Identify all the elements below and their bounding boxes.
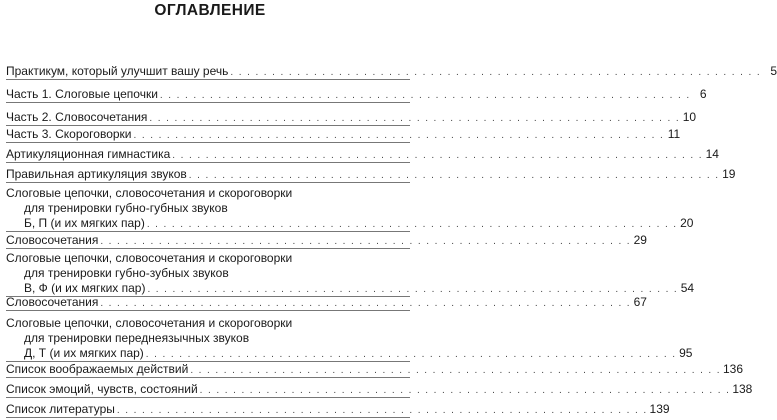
toc-entry[interactable] bbox=[6, 127, 681, 143]
dot-leader: . . . . . . . . . . . . . . . . . . . . . . . . . . . . . . . . . . . . . . . . . . . . . . . . . . . . . . . . . . . . . . . . bbox=[149, 113, 681, 124]
page-title: ОГЛАВЛЕНИЕ bbox=[154, 2, 266, 19]
dot-leader: . . . . . . . . . . . . . . . . . . . . . . . . . . . . . . . . . . . . . . . . . . . . . . . . . . . . . . . . . . . . . . . . bbox=[145, 349, 677, 360]
toc-entry[interactable] bbox=[6, 295, 647, 311]
dot-leader: . . . . . . . . . . . . . . . . . . . . . . . . . . . . . . . . . . . . . . . . . . . . . . . . . . . . . . . . . . . . . . . . bbox=[146, 219, 678, 230]
toc-page-number: 67 bbox=[633, 295, 647, 309]
toc-entry[interactable] bbox=[6, 87, 707, 103]
toc-entry-subtitle: Д, Т (и их мягких пар) bbox=[24, 346, 144, 360]
dot-leader: . . . . . . . . . . . . . . . . . . . . . . . . . . . . . . . . . . . . . . . . . . . . . . . . . . . . . . . . . . . . . . . . bbox=[159, 90, 691, 101]
dot-leader: . . . . . . . . . . . . . . . . . . . . . . . . . . . . . . . . . . . . . . . . . . . . . . . . . . . . . . . . . . . . . . . . bbox=[100, 298, 631, 309]
toc-entry-title: Часть 2. Словосочетания bbox=[6, 110, 148, 124]
toc-page-number: 5 bbox=[770, 64, 777, 78]
toc-entry[interactable] bbox=[6, 316, 693, 362]
dot-leader: . . . . . . . . . . . . . . . . . . . . . . . . . . . . . . . . . . . . . . . . . . . . . . . . . . . . . . . . . . . . . . . . bbox=[147, 284, 679, 295]
toc-entry-title: Список эмоций, чувств, состояний bbox=[6, 382, 198, 396]
toc-entry-title: Слоговые цепочки, словосочетания и скороговорки bbox=[6, 316, 293, 330]
toc-entry-title: Слоговые цепочки, словосочетания и скороговорки bbox=[6, 186, 293, 200]
toc-entry-title: Практикум, который улучшит вашу речь bbox=[6, 64, 229, 78]
dot-leader: . . . . . . . . . . . . . . . . . . . . . . . . . . . . . . . . . . . . . . . . . . . . . . . . . . . . . . . . . . . . . . . . bbox=[230, 67, 762, 78]
dot-leader: . . . . . . . . . . . . . . . . . . . . . . . . . . . . . . . . . . . . . . . . . . . . . . . . . . . . . . . . . . . . . . . . bbox=[100, 236, 631, 247]
toc-entry[interactable] bbox=[6, 362, 743, 378]
toc-entry-subtitle: для тренировки губно-губных звуков bbox=[24, 201, 228, 215]
dot-leader: . . . . . . . . . . . . . . . . . . . . . . . . . . . . . . . . . . . . . . . . . . . . . . . . . . . . . . . . . . . . . . . . bbox=[190, 365, 721, 376]
toc-entry[interactable] bbox=[6, 64, 777, 80]
toc-page-number: 139 bbox=[649, 402, 670, 416]
toc-entry-title: Словосочетания bbox=[6, 295, 99, 309]
toc-page-number: 11 bbox=[667, 127, 681, 141]
toc-entry-subtitle: для тренировки губно-зубных звуков bbox=[24, 266, 229, 280]
toc-entry-title: Правильная артикуляция звуков bbox=[6, 167, 187, 181]
toc-entry-title: Часть 1. Слоговые цепочки bbox=[6, 87, 158, 101]
toc-page-number: 20 bbox=[680, 216, 694, 230]
dot-leader: . . . . . . . . . . . . . . . . . . . . . . . . . . . . . . . . . . . . . . . . . . . . . . . . . . . . . . . . . . . . . . . . bbox=[172, 150, 703, 161]
dot-leader: . . . . . . . . . . . . . . . . . . . . . . . . . . . . . . . . . . . . . . . . . . . . . . . . . . . . . . . . . . . . . . . . bbox=[133, 130, 665, 141]
toc-page-number: 29 bbox=[633, 233, 647, 247]
toc-entry[interactable] bbox=[6, 110, 697, 126]
dot-leader: . . . . . . . . . . . . . . . . . . . . . . . . . . . . . . . . . . . . . . . . . . . . . . . . . . . . . . . . . . . . . . . . bbox=[116, 405, 648, 416]
toc-entry[interactable] bbox=[6, 402, 670, 418]
dot-leader: . . . . . . . . . . . . . . . . . . . . . . . . . . . . . . . . . . . . . . . . . . . . . . . . . . . . . . . . . . . . . . . . bbox=[188, 170, 720, 181]
toc-entry-title: Словосочетания bbox=[6, 233, 99, 247]
toc-entry[interactable] bbox=[6, 147, 719, 163]
toc-entry-title: Часть 3. Скороговорки bbox=[6, 127, 132, 141]
toc-entry[interactable] bbox=[6, 186, 694, 232]
toc-entry-subtitle: В, Ф (и их мягких пар) bbox=[24, 281, 146, 295]
toc-entry-title: Список воображаемых действий bbox=[6, 362, 189, 376]
toc-page-number: 54 bbox=[680, 281, 695, 295]
toc-page-number: 10 bbox=[682, 110, 697, 124]
toc-entry[interactable] bbox=[6, 233, 647, 249]
toc-page-number: 136 bbox=[722, 362, 743, 376]
toc-entry[interactable] bbox=[6, 382, 753, 398]
toc-entry-subtitle: Б, П (и их мягких пар) bbox=[24, 216, 145, 230]
toc-page-number: 95 bbox=[679, 346, 693, 360]
toc-entry-title: Артикуляционная гимнастика bbox=[6, 147, 171, 161]
toc-entry-title: Слоговые цепочки, словосочетания и скороговорки bbox=[6, 251, 293, 265]
toc-page-number: 6 bbox=[699, 87, 707, 101]
toc-page-number: 138 bbox=[732, 382, 753, 396]
toc-entry-subtitle: для тренировки переднеязычных звуков bbox=[24, 331, 250, 345]
dot-leader: . . . . . . . . . . . . . . . . . . . . . . . . . . . . . . . . . . . . . . . . . . . . . . . . . . . . . . . . . . . . . . . . bbox=[199, 385, 731, 396]
toc-page-number: 14 bbox=[705, 147, 719, 161]
toc-entry[interactable] bbox=[6, 251, 695, 297]
toc-page-number: 19 bbox=[722, 167, 736, 181]
toc-entry[interactable] bbox=[6, 167, 736, 183]
toc-entry-title: Список литературы bbox=[6, 402, 115, 416]
